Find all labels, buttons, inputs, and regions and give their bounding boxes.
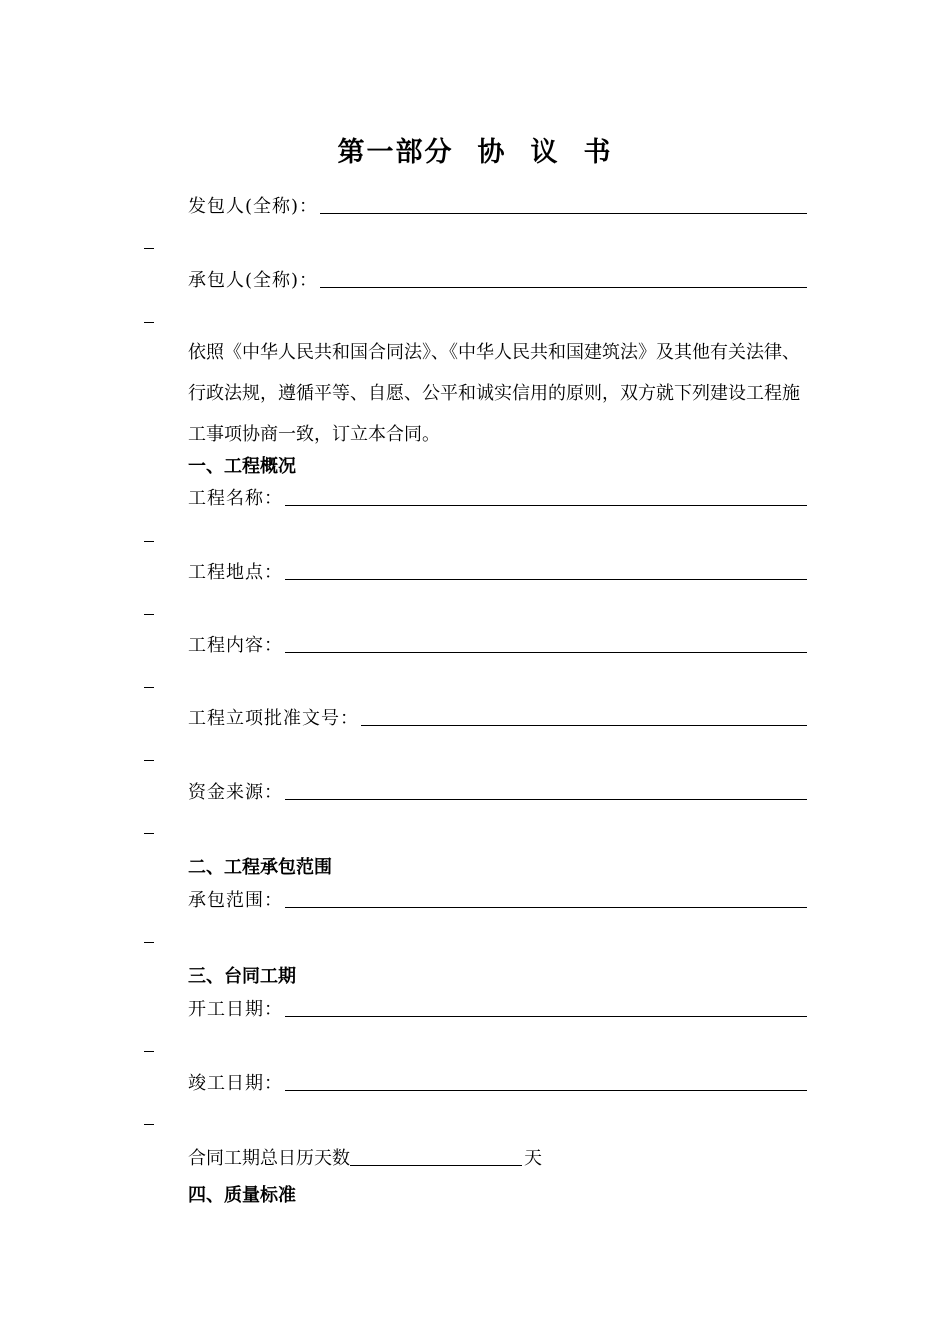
- employer-field[interactable]: [320, 191, 807, 214]
- project-name-row: [188, 478, 807, 510]
- section-3-heading: 三、台同工期: [188, 966, 296, 987]
- intro-text: 依照《中华人民共和国合同法》、《中华人民共和国建筑法》及其他有关法律、行政法规，遵循平等、自愿、公平和诚实信用的原则，双方就下列建设工程施工事项协商一致，订立本合同。: [188, 342, 800, 445]
- dash-mark: [144, 1051, 154, 1052]
- title-char-1: 协: [477, 137, 507, 168]
- section-4-heading: 四、质量标准: [188, 1185, 296, 1206]
- start-date-field[interactable]: [285, 994, 807, 1017]
- scope-label: 承包范围：: [188, 890, 283, 911]
- dash-mark: [144, 541, 154, 542]
- dash-mark: [144, 614, 154, 615]
- title-char-2: 议: [530, 137, 560, 168]
- dash-mark: [144, 687, 154, 688]
- total-days-row: [188, 1138, 542, 1170]
- approval-number-field[interactable]: [361, 703, 807, 726]
- dash-mark: [144, 833, 154, 834]
- section-1-heading: 一、工程概况: [188, 456, 296, 477]
- start-date-row: [188, 989, 807, 1021]
- project-location-label: 工程地点：: [188, 562, 283, 583]
- approval-number-row: [188, 698, 807, 730]
- total-days-label: 合同工期总日历天数: [188, 1148, 350, 1169]
- project-content-row: [188, 625, 807, 657]
- title-part: 第一部分: [337, 137, 454, 168]
- employer-label: 发包人(全称)：: [188, 196, 319, 217]
- end-date-label: 竣工日期：: [188, 1073, 283, 1094]
- dash-mark: [144, 322, 154, 323]
- scope-field[interactable]: [285, 885, 807, 908]
- total-days-unit: 天: [524, 1148, 542, 1169]
- section-2-heading: 二、工程承包范围: [188, 857, 332, 878]
- total-days-field[interactable]: [350, 1143, 522, 1166]
- project-content-field[interactable]: [285, 630, 807, 653]
- intro-paragraph: [144, 332, 808, 455]
- dash-mark: [144, 1124, 154, 1125]
- contractor-label: 承包人(全称)：: [188, 270, 319, 291]
- funding-source-label: 资金来源：: [188, 782, 283, 803]
- project-location-row: [188, 552, 807, 584]
- project-name-field[interactable]: [285, 483, 807, 506]
- contractor-field[interactable]: [320, 265, 807, 288]
- funding-source-row: [188, 772, 807, 804]
- project-content-label: 工程内容：: [188, 635, 283, 656]
- dash-mark: [144, 248, 154, 249]
- project-location-field[interactable]: [285, 557, 807, 580]
- start-date-label: 开工日期：: [188, 999, 283, 1020]
- document-title: [0, 130, 950, 169]
- approval-number-label: 工程立项批准文号：: [188, 708, 359, 729]
- contractor-row: [188, 260, 807, 292]
- funding-source-field[interactable]: [285, 777, 807, 800]
- employer-row: [188, 186, 807, 218]
- end-date-row: [188, 1063, 807, 1095]
- project-name-label: 工程名称：: [188, 488, 283, 509]
- title-char-3: 书: [583, 137, 613, 168]
- dash-mark: [144, 942, 154, 943]
- end-date-field[interactable]: [285, 1068, 807, 1091]
- dash-mark: [144, 760, 154, 761]
- scope-row: [188, 880, 807, 912]
